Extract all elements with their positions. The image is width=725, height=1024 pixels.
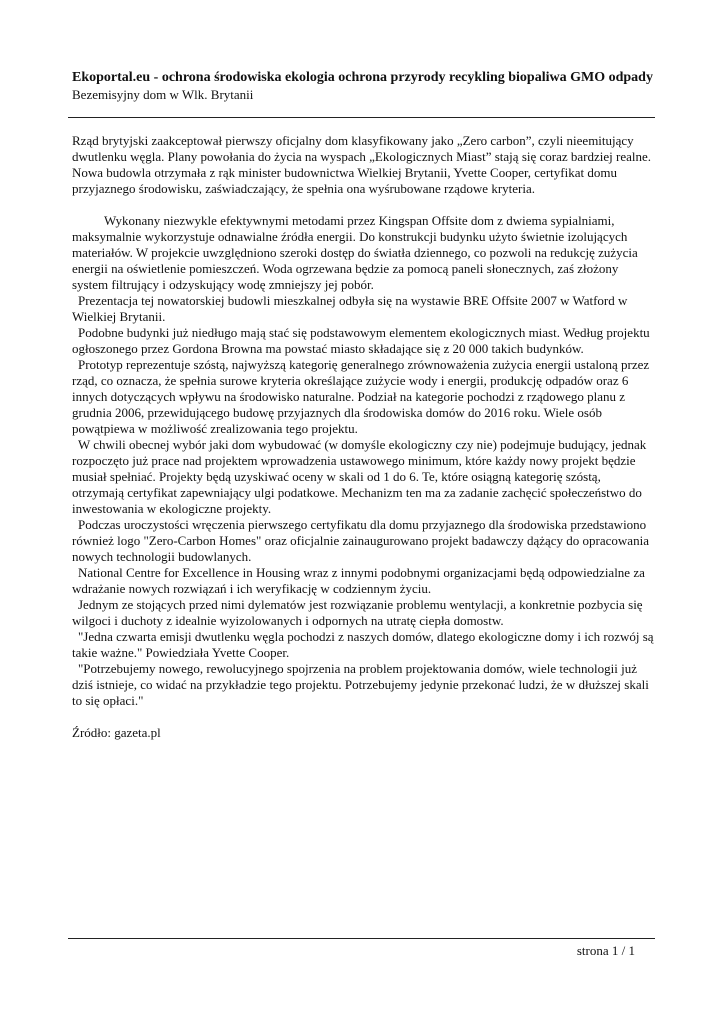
- paragraph: Podczas uroczystości wręczenia pierwszego certyfikatu dla domu przyjaznego dla środowiska przedstawiono również logo "Zero-Carbon Homes" oraz oficjalnie zainaugurowano projekt badawczy dążący do opracowania nowych technologii budowlanych.: [72, 517, 649, 564]
- paragraph: Prototyp reprezentuje szóstą, najwyższą kategorię generalnego zrównoważenia zużycia energii ustaloną przez rząd, co oznacza, że spełnia surowe kryteria określające zużycie wody i energii, produkcję odpadów oraz 6 innych dotyczących wpływu na środowisko naturalne. Podział na kategorie pochodzi z rządowego planu z grudnia 2006, przewidującego budowę przyjaznych dla środowiska domów do 2016 roku. Wiele osób powątpiewa w możliwość zrealizowania tego projektu.: [72, 357, 650, 436]
- quote-paragraph: "Jedna czwarta emisji dwutlenku węgla pochodzi z naszych domów, dlatego ekologiczne domy i ich rozwój są takie ważne." Powiedziała Yvette Cooper.: [72, 629, 654, 660]
- site-title: Ekoportal.eu - ochrona środowiska ekologia ochrona przyrody recykling biopaliwa GMO odpady: [72, 70, 653, 85]
- paragraph: Podobne budynki już niedługo mają stać się podstawowym elementem ekologicznych miast. Według projektu ogłoszonego przez Gordona Browna ma powstać miasto składające się z 20 000 takich budynków.: [72, 325, 650, 356]
- page-number: strona 1 / 1: [576, 943, 635, 958]
- footer-divider: [68, 938, 655, 939]
- article-body: [72, 133, 656, 741]
- article-source: Źródło: gazeta.pl: [72, 725, 161, 740]
- page-header: [72, 70, 672, 103]
- paragraph: National Centre for Excellence in Housing wraz z innymi podobnymi organizacjami będą odpowiedzialne za wdrażanie nowych rozwiązań i ich weryfikację w codziennym życiu.: [72, 565, 645, 596]
- quote-paragraph: "Potrzebujemy nowego, rewolucyjnego spojrzenia na problem projektowania domów, wiele technologii już dziś istnieje, co widać na przykładzie tego projektu. Potrzebujemy jedynie przekonać ludzi, że w dłuższej skali to się opłaci.": [72, 661, 649, 708]
- paragraph: W chwili obecnej wybór jaki dom wybudować (w domyśle ekologiczny czy nie) podejmuje budujący, jednak rozpoczęto już prace nad projektem wprowadzenia ustawowego minimum, które każdy nowy projekt będzie musiał spełniać. Projekty będą uzyskiwać oceny w skali od 1 do 6. Te, które osiągną kategorię szóstą, otrzymają certyfikat zapewniający ulgi podatkowe. Mechanizm ten ma za zadanie zachęcić społeczeństwo do inwestowania w ekologiczne projekty.: [72, 437, 647, 516]
- paragraph: Jednym ze stojących przed nimi dylematów jest rozwiązanie problemu wentylacji, a konkretnie pozbycia się wilgoci i duchoty z idealnie wyizolowanych i odpornych na utratę ciepła domostw.: [72, 597, 643, 628]
- paragraph-intro: Rząd brytyjski zaakceptował pierwszy oficjalny dom klasyfikowany jako „Zero carbon”, czyli nieemitujący dwutlenku węgla. Plany powołania do życia na wyspach „Ekologicznych Miast” stają się coraz bardziej realne. Nowa budowla otrzymała z rąk minister budownictwa Wielkiej Brytanii, Yvette Cooper, certyfikat domu przyjaznego środowisku, zaświadczający, że spełnia ona wyśrubowane rządowe kryteria.: [72, 133, 652, 196]
- paragraph: Wykonany niezwykle efektywnymi metodami przez Kingspan Offsite dom z dwiema sypialniami, maksymalnie wykorzystuje odnawialne źródła energii. Do konstrukcji budynku użyto świetnie izolujących materiałów. W projekcie uwzględniono szeroki dostęp do światła dziennego, co pozwoli na redukcję zużycia energii na oświetlenie pomieszczeń. Woda ogrzewana będzie za pomocą paneli słonecznych, zaś złożony system filtrujący i odzyskujący wodę zmniejszy jej pobór.: [72, 213, 638, 292]
- paragraph: Prezentacja tej nowatorskiej budowli mieszkalnej odbyła się na wystawie BRE Offsite 2007 w Watford w Wielkiej Brytanii.: [72, 293, 628, 324]
- header-divider: [68, 117, 655, 118]
- article-title: Bezemisyjny dom w Wlk. Brytanii: [72, 87, 254, 102]
